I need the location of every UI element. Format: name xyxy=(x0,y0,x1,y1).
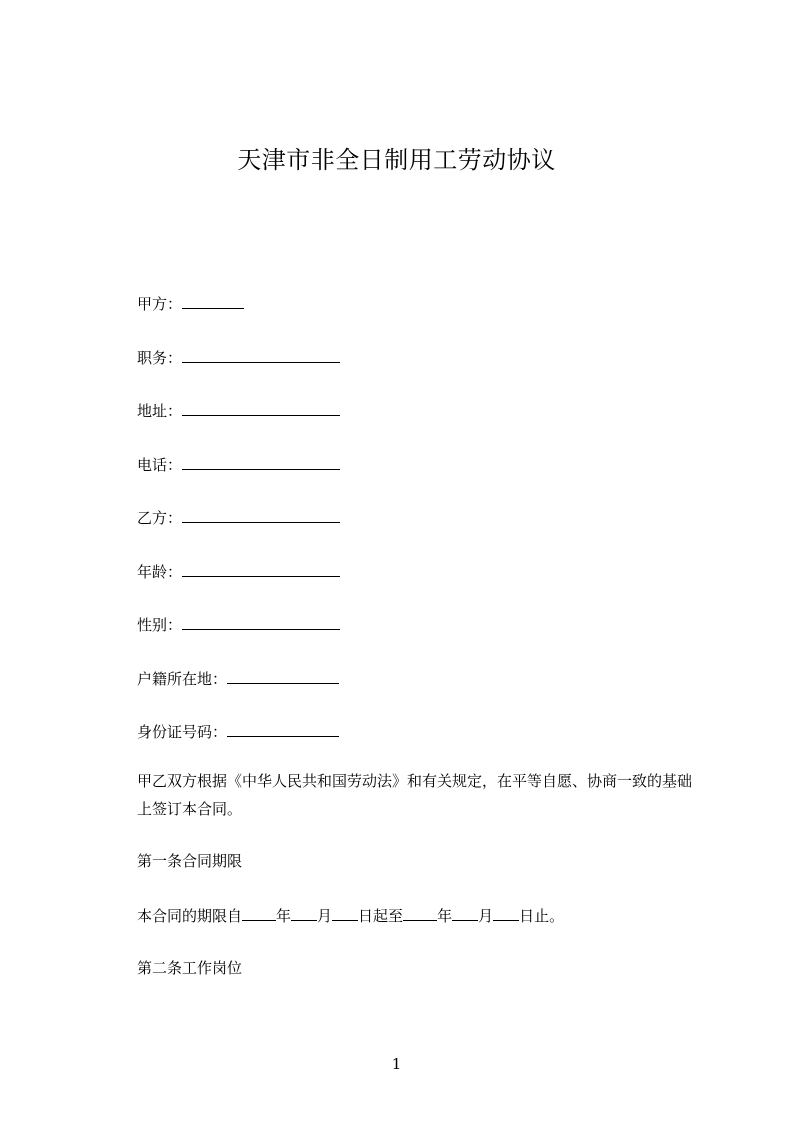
blank-line xyxy=(403,905,437,921)
blank-line xyxy=(182,453,340,470)
field-gender xyxy=(137,613,340,635)
field-label: 电话： xyxy=(137,456,183,474)
blank-line xyxy=(182,399,340,416)
term-text: 本合同的期限自 xyxy=(137,907,243,925)
field-phone xyxy=(137,453,340,475)
field-label: 职务： xyxy=(137,349,183,367)
blank-line xyxy=(493,905,519,921)
field-label: 地址： xyxy=(137,402,183,420)
field-label: 乙方： xyxy=(137,509,183,527)
blank-line xyxy=(452,905,478,921)
field-id-number xyxy=(137,720,339,742)
term-text: 日起至 xyxy=(358,907,404,925)
field-label: 身份证号码： xyxy=(137,723,228,741)
blank-line xyxy=(182,560,340,577)
blank-line xyxy=(182,506,340,523)
term-text: 日止。 xyxy=(519,907,565,925)
blank-line xyxy=(182,346,340,363)
intro-text: 甲乙双方根据《中华人民共和国劳动法》和有关规定，在平等自愿、协商一致的基础上签订本合同。 xyxy=(137,772,693,818)
blank-line xyxy=(182,613,340,630)
article-2-heading: 第二条工作岗位 xyxy=(137,959,243,977)
field-party-a xyxy=(137,292,244,314)
field-label: 年龄： xyxy=(137,563,183,581)
field-label: 甲方： xyxy=(137,295,183,313)
field-party-b xyxy=(137,506,340,528)
blank-line xyxy=(182,292,244,309)
term-text: 年 xyxy=(437,907,453,925)
blank-line xyxy=(227,667,339,684)
field-address xyxy=(137,399,340,421)
field-position xyxy=(137,346,340,368)
field-label: 性别： xyxy=(137,616,183,634)
intro-paragraph xyxy=(105,767,705,823)
field-age xyxy=(137,560,340,582)
blank-line xyxy=(332,905,358,921)
page-number: 1 xyxy=(391,1055,402,1073)
article-1-heading: 第一条合同期限 xyxy=(137,852,243,870)
term-text: 年 xyxy=(276,907,292,925)
term-text: 月 xyxy=(478,907,494,925)
field-household-registration xyxy=(137,667,339,689)
blank-line xyxy=(227,720,339,737)
field-label: 户籍所在地： xyxy=(137,670,228,688)
blank-line xyxy=(242,905,276,921)
blank-line xyxy=(291,905,317,921)
term-text: 月 xyxy=(317,907,333,925)
article-1-text xyxy=(137,905,564,926)
document-title: 天津市非全日制用工劳动协议 xyxy=(237,146,556,174)
